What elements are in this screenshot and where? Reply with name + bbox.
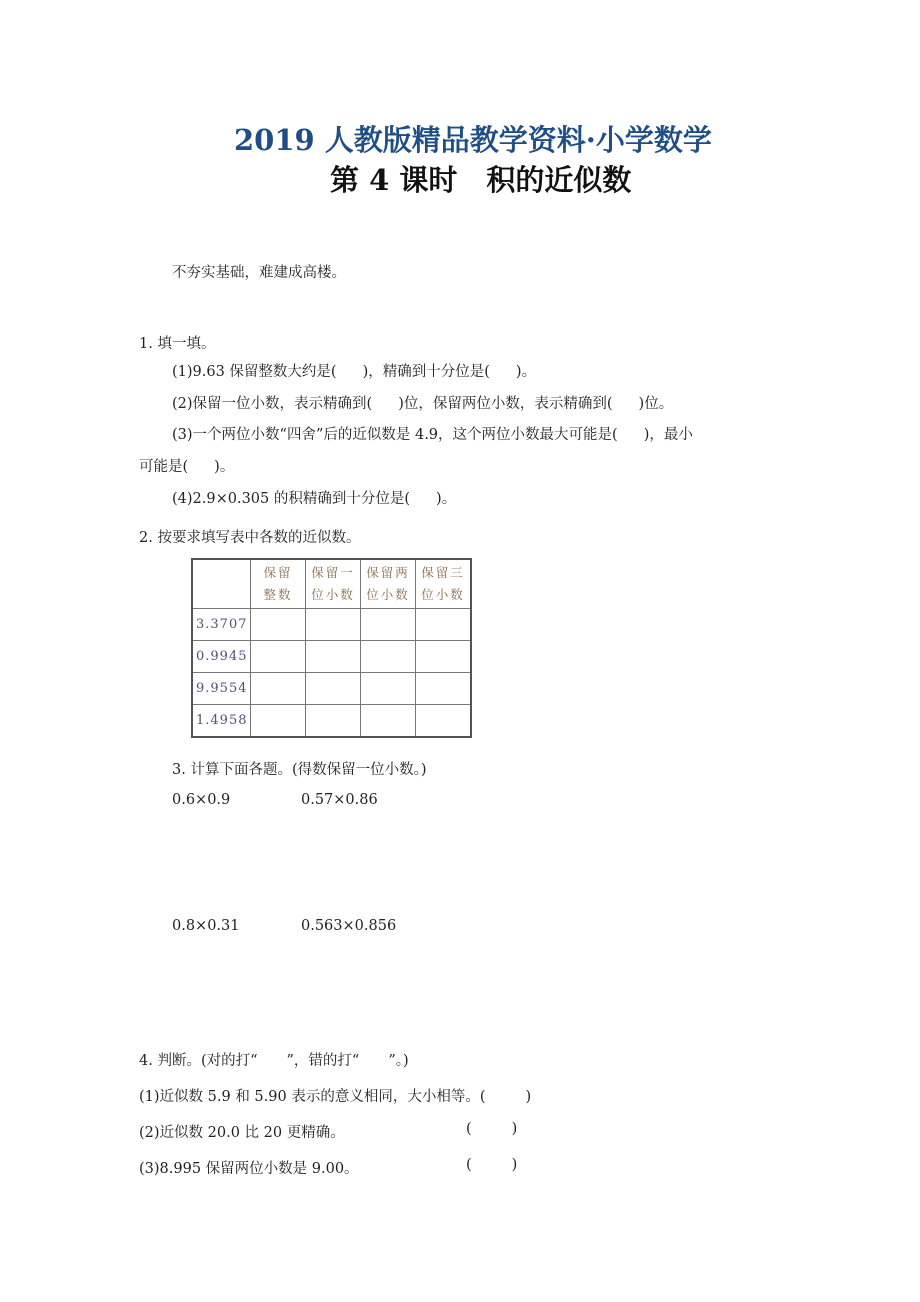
motto: 不夯实基础，难建成高楼。 — [172, 265, 346, 281]
table-header-row — [192, 559, 471, 609]
q4-title: 4. 判断。(对的打“ ”，错的打“ ”。) — [139, 1053, 409, 1069]
answer-cell[interactable] — [306, 705, 361, 738]
q1-item-4 — [172, 487, 456, 508]
answer-cell[interactable] — [416, 641, 472, 673]
q4-item-2 — [139, 1121, 345, 1142]
q3-title: 3. 计算下面各题。(得数保留一位小数。) — [172, 762, 427, 778]
header-line: 位小数 — [366, 587, 410, 602]
q1-item-2 — [172, 392, 673, 413]
answer-cell[interactable] — [306, 673, 361, 705]
header-line: 保留 — [263, 565, 293, 580]
q3-problem-4: 0.563×0.856 — [301, 918, 397, 934]
table-row — [192, 641, 471, 673]
row-number: 9.9554 — [192, 673, 251, 705]
header-line: 位小数 — [421, 587, 465, 602]
q4-item-3-blank[interactable] — [466, 1157, 517, 1173]
q1-item-3-mid: )，最小 — [643, 427, 693, 443]
q1-item-3-line2-end: )。 — [214, 459, 235, 475]
answer-cell[interactable] — [361, 673, 416, 705]
header-line: 整数 — [263, 587, 293, 602]
q1-item-3-text: (3)一个两位小数“四舍”后的近似数是 4.9，这个两位小数最大可能是( — [172, 427, 618, 443]
q2-title: 2. 按要求填写表中各数的近似数。 — [139, 530, 361, 546]
row-number: 3.3707 — [192, 609, 251, 641]
header-line: 保留三 — [421, 565, 465, 580]
answer-cell[interactable] — [416, 705, 472, 738]
q1-item-1-end: )。 — [515, 364, 537, 380]
q1-item-1 — [172, 360, 536, 381]
answer-cell[interactable] — [306, 609, 361, 641]
answer-cell[interactable] — [251, 641, 306, 673]
table-header-cell — [306, 559, 361, 609]
approximation-table — [191, 558, 472, 738]
header-line: 保留两 — [366, 565, 410, 580]
q4-item-3-open: ( — [466, 1157, 472, 1173]
table-corner-cell — [192, 559, 251, 609]
answer-cell[interactable] — [251, 673, 306, 705]
answer-cell[interactable] — [361, 641, 416, 673]
q4-item-2-text: (2)近似数 20.0 比 20 更精确。 — [139, 1125, 345, 1141]
table-row — [192, 673, 471, 705]
table-header-cell — [361, 559, 416, 609]
q1-item-3-line2 — [139, 455, 234, 476]
answer-cell[interactable] — [416, 609, 472, 641]
q4-item-3 — [139, 1157, 359, 1178]
answer-cell[interactable] — [361, 705, 416, 738]
q4-item-3-close: ) — [511, 1157, 518, 1173]
answer-cell[interactable] — [251, 609, 306, 641]
series-title: 2019 人教版精品教学资料·小学数学 — [234, 123, 712, 157]
q1-item-3-line2-text: 可能是( — [139, 459, 189, 475]
q4-item-3-text: (3)8.995 保留两位小数是 9.00。 — [139, 1161, 359, 1177]
row-number: 0.9945 — [192, 641, 251, 673]
q1-item-2-mid: )位，保留两位小数，表示精确到( — [398, 396, 613, 412]
header-line: 位小数 — [311, 587, 355, 602]
q1-title: 1. 填一填。 — [139, 336, 216, 352]
answer-cell[interactable] — [416, 673, 472, 705]
q1-item-1-mid: )，精确到十分位是( — [362, 364, 490, 380]
row-number: 1.4958 — [192, 705, 251, 738]
q1-item-4-end: )。 — [436, 491, 457, 507]
q4-item-2-open: ( — [466, 1121, 472, 1137]
q4-item-2-blank[interactable] — [466, 1121, 517, 1137]
q1-item-2-end: )位。 — [638, 396, 674, 412]
answer-cell[interactable] — [361, 609, 416, 641]
q1-item-1-text: (1)9.63 保留整数大约是( — [172, 364, 337, 380]
answer-cell[interactable] — [306, 641, 361, 673]
answer-cell[interactable] — [251, 705, 306, 738]
q1-item-4-text: (4)2.9×0.305 的积精确到十分位是( — [172, 491, 411, 507]
q4-item-1 — [139, 1085, 531, 1106]
table-header-cell — [251, 559, 306, 609]
q3-problem-3: 0.8×0.31 — [172, 918, 240, 934]
q1-item-2-text: (2)保留一位小数，表示精确到( — [172, 396, 373, 412]
table-row — [192, 705, 471, 738]
q4-item-2-close: ) — [511, 1121, 518, 1137]
q3-problem-1: 0.6×0.9 — [172, 792, 231, 808]
lesson-title: 第 4 课时 积的近似数 — [330, 163, 632, 197]
q4-item-1-text: (1)近似数 5.9 和 5.90 表示的意义相同，大小相等。( — [139, 1089, 486, 1105]
header-line: 保留一 — [311, 565, 355, 580]
q1-item-3 — [172, 423, 693, 444]
table-header-cell — [416, 559, 472, 609]
table-row — [192, 609, 471, 641]
q3-problem-2: 0.57×0.86 — [301, 792, 378, 808]
q4-item-1-close: ) — [525, 1089, 532, 1105]
